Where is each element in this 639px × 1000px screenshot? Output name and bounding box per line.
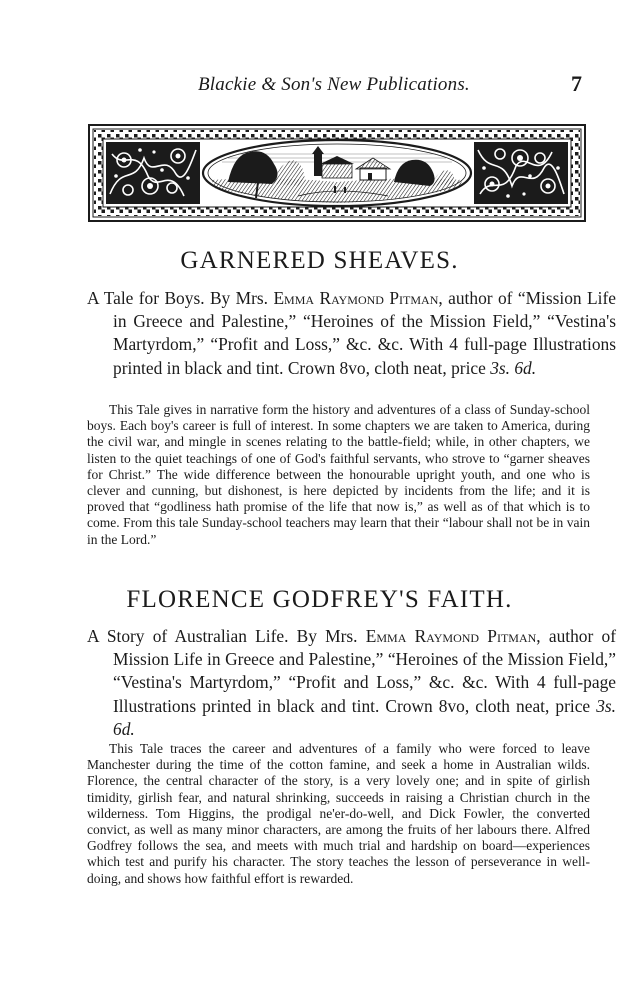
book-description-florence-godfreys-faith: This Tale traces the career and adventures of a family who were forced to leave Manchester during the time of the cotton famine, and seek a home in Australian wilds. Florence, the central character of the story, is a very lovely one; and in spite of girlish timidity, girlish fear, and natural shrinking, succeeds in raising a Christian church in the wilderness. Tom Higgins, the prodigal ne'er-do-well, and Dick Fowler, the converted convict, as well as many minor characters, are among the fruits of her labours there. Alfred Godfrey follows the sea, and meets with much trial and hardship on board—experiences which test and purify his character. The story teaches the lesson of perseverance in well-doing, and shows how faithful effort is rewarded. — [87, 741, 590, 886]
book-entry-garnered-sheaves — [87, 287, 616, 380]
engraved-landscape-banner-icon — [88, 124, 586, 222]
entry-intro: A Tale for Boys. By Mrs. — [87, 288, 274, 308]
book-title-garnered-sheaves: GARNERED SHEAVES. — [180, 247, 459, 274]
author-name: Emma Raymond Pitman — [273, 288, 439, 308]
entry-intro: A Story of Australian Life. By Mrs. — [87, 626, 366, 646]
running-title: Blackie & Son's New Publications. — [198, 74, 470, 95]
book-entry-florence-godfreys-faith — [87, 625, 616, 741]
ornamental-headpiece — [88, 124, 586, 222]
entry-details: , author of Mission Life in Greece and Palestine,” “Heroines of the Mission Field,” “Vestina's Martyrdom,” “Profit and Loss,” &c. &c. With 4 full-page Illustrations printed in black and tint. Crown 8vo, cloth neat, price — [113, 626, 616, 716]
author-name: Emma Raymond Pitman — [365, 626, 537, 646]
book-description-garnered-sheaves: This Tale gives in narrative form the history and adventures of a class of Sunday-school boys. Each boy's career is full of interest. In some chapters we are taken to America, during the civil war, and mingle in scenes relating to the battle-field; while, in other chapters, we listen to the quiet teachings of one of God's faithful servants, who strove to “garner sheaves for Christ.” The wide difference between the honourable upright youth, and one who is clever and cunning, but dishonest, is here depicted by incidents from the life; and it is proved that “godliness hath promise of the life that now is,” as well as of that which is to come. From this tale Sunday-school teachers may learn that their “labour shall not be in vain in the Lord.” — [87, 402, 590, 547]
entry-details: , author of “Mission Life in Greece and Palestine,” “Heroines of the Mission Field,” “Vestina's Martyrdom,” “Profit and Loss,” &c. &c. With 4 full-page Illustrations printed in black and tint. Crown 8vo, cloth neat, price — [113, 288, 616, 378]
running-head — [0, 71, 639, 104]
price: 3s. 6d. — [113, 695, 616, 739]
price: 3s. 6d. — [490, 357, 537, 378]
page-number: 7 — [571, 71, 582, 96]
book-title-florence-godfreys-faith: FLORENCE GODFREY'S FAITH. — [126, 586, 513, 613]
